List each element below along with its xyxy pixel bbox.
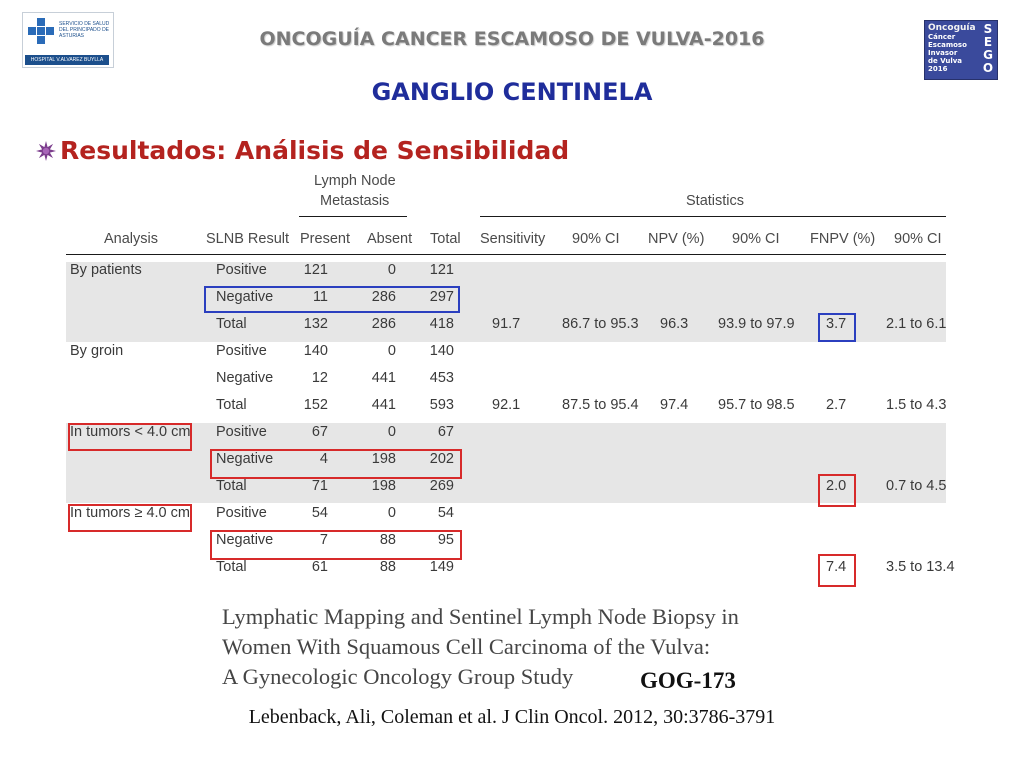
cell-slnb-result: Positive [216, 262, 267, 278]
cell-sensitivity: 92.1 [492, 397, 521, 413]
cell-fnpv: 3.7 [826, 316, 847, 332]
oncoguia-logo-text [928, 23, 980, 73]
cell-present: 132 [303, 316, 328, 332]
cell-absent: 286 [371, 316, 396, 332]
header-rule-lymph [299, 216, 407, 217]
cell-fnpv: 7.4 [826, 559, 847, 575]
cell-analysis: By patients [70, 262, 142, 278]
logo-line: de Vulva [928, 57, 963, 65]
cell-analysis: In tumors ≥ 4.0 cm [70, 505, 190, 521]
col-header-analysis: Analysis [104, 231, 158, 247]
cell-slnb-result: Positive [216, 343, 267, 359]
cell-total: 140 [429, 343, 454, 359]
cell-absent: 286 [371, 289, 396, 305]
cell-total: 593 [429, 397, 454, 413]
cell-ci-3: 0.7 to 4.5 [886, 478, 947, 494]
cell-npv: 97.4 [660, 397, 689, 413]
cell-present: 67 [311, 424, 328, 440]
cell-ci-3: 1.5 to 4.3 [886, 397, 947, 413]
col-header-absent: Absent [367, 231, 413, 247]
cell-slnb-result: Total [216, 316, 247, 332]
cell-total: 67 [437, 424, 454, 440]
cell-ci-2: 95.7 to 98.5 [718, 397, 795, 413]
cell-slnb-result: Negative [216, 451, 274, 467]
sensitivity-table [66, 170, 956, 590]
cell-slnb-result: Total [216, 397, 247, 413]
cell-present: 61 [311, 559, 328, 575]
group-header-lymph-2: Metastasis [320, 193, 390, 209]
cell-slnb-result: Positive [216, 505, 267, 521]
citation-title-line: A Gynecologic Oncology Group Study [222, 664, 574, 689]
row-band-small-tumors [66, 423, 946, 503]
logo-line: Escamoso [928, 41, 967, 49]
highlight-box-negative-small [210, 449, 462, 479]
cell-slnb-result: Total [216, 559, 247, 575]
col-header-ci-3: 90% CI [894, 231, 942, 247]
sunburst-bullet-icon [36, 141, 56, 161]
cell-slnb-result: Negative [216, 532, 274, 548]
cell-present: 11 [312, 289, 328, 305]
logo-line: Oncoguía [928, 23, 976, 33]
cell-present: 152 [303, 397, 328, 413]
logo-bar-text: HOSPITAL V.ALVAREZ BUYLLA [25, 55, 109, 65]
citation-title [222, 602, 842, 692]
group-header-statistics: Statistics [686, 193, 745, 209]
cell-total: 54 [437, 505, 454, 521]
col-header-ci-2: 90% CI [732, 231, 780, 247]
cell-absent: 88 [379, 532, 396, 548]
cell-absent: 0 [387, 424, 396, 440]
header-rule-stats [480, 216, 946, 217]
highlight-box-small-tumors-label [68, 423, 192, 451]
logo-line: 2016 [928, 65, 948, 73]
highlight-box-fnpv-large [818, 554, 856, 587]
cell-present: 71 [311, 478, 328, 494]
cell-fnpv: 2.7 [826, 397, 847, 413]
cell-total: 418 [429, 316, 454, 332]
cell-slnb-result: Negative [216, 370, 274, 386]
cell-total: 297 [429, 289, 454, 305]
cell-present: 54 [311, 505, 328, 521]
cell-total: 269 [429, 478, 454, 494]
cell-absent: 0 [387, 505, 396, 521]
cell-present: 121 [303, 262, 328, 278]
sego-letter: E [983, 35, 993, 49]
highlight-box-negative-patients [204, 286, 460, 313]
cell-present: 140 [303, 343, 328, 359]
cell-absent: 0 [387, 262, 396, 278]
cell-absent: 441 [371, 397, 396, 413]
group-header-lymph-1: Lymph Node [314, 173, 396, 189]
cell-total: 453 [429, 370, 454, 386]
col-header-npv: NPV (%) [648, 231, 705, 247]
cell-analysis: By groin [70, 343, 124, 359]
cell-ci-3: 2.1 to 6.1 [886, 316, 947, 332]
col-header-total: Total [430, 231, 461, 247]
sego-letter: G [983, 48, 993, 62]
reference-text: Lebenback, Ali, Coleman et al. J Clin Oncol. 2012, 30:3786-3791 [248, 706, 776, 728]
cell-analysis: In tumors < 4.0 cm [70, 424, 191, 440]
cell-ci-1: 86.7 to 95.3 [562, 316, 639, 332]
col-header-sensitivity: Sensitivity [480, 231, 546, 247]
sego-letters [981, 23, 995, 75]
cell-absent: 88 [379, 559, 396, 575]
cell-total: 149 [429, 559, 454, 575]
hospital-logo [22, 12, 114, 68]
cell-fnpv: 2.0 [826, 478, 847, 494]
bullet-text: Resultados: Análisis de Sensibilidad [60, 136, 570, 165]
highlight-box-large-tumors-label [68, 504, 192, 532]
cell-present: 4 [319, 451, 328, 467]
citation-title-line: Women With Squamous Cell Carcinoma of the Vulva: [222, 634, 711, 659]
highlight-box-negative-large [210, 530, 462, 560]
citation-title-line: Lymphatic Mapping and Sentinel Lymph Node Biopsy in [222, 604, 739, 629]
cell-total: 202 [429, 451, 454, 467]
highlight-box-fnpv-small [818, 474, 856, 507]
oncoguia-logo [924, 20, 998, 80]
cell-absent: 441 [371, 370, 396, 386]
cell-present: 12 [311, 370, 328, 386]
cross-logo-icon [27, 17, 55, 45]
logo-org-text: SERVICIO DE SALUD DEL PRINCIPADO DE ASTURIAS [59, 21, 110, 39]
sego-letter: S [983, 22, 993, 36]
cell-total: 95 [437, 532, 454, 548]
logo-line: Invasor [928, 49, 958, 57]
study-label: GOG-173 [640, 668, 736, 693]
cell-ci-3: 3.5 to 13.4 [886, 559, 955, 575]
header-rule-main [66, 254, 946, 255]
cell-npv: 96.3 [660, 316, 689, 332]
sego-letter: O [982, 61, 994, 75]
slide-header-title: ONCOGUÍA CANCER ESCAMOSO DE VULVA-2016 [259, 28, 765, 50]
cell-slnb-result: Negative [216, 289, 274, 305]
col-header-slnb-result: SLNB Result [206, 231, 290, 247]
cell-ci-1: 87.5 to 95.4 [562, 397, 639, 413]
col-header-present: Present [300, 231, 350, 247]
cell-absent: 198 [371, 478, 396, 494]
cell-sensitivity: 91.7 [492, 316, 521, 332]
col-header-fnpv: FNPV (%) [810, 231, 876, 247]
cell-absent: 198 [371, 451, 396, 467]
col-header-ci-1: 90% CI [572, 231, 620, 247]
cell-ci-2: 93.9 to 97.9 [718, 316, 795, 332]
cell-present: 7 [319, 532, 328, 548]
highlight-box-fnpv-patients [818, 313, 856, 342]
cell-slnb-result: Total [216, 478, 247, 494]
cell-slnb-result: Positive [216, 424, 267, 440]
logo-line: Cáncer [928, 33, 956, 41]
section-title: GANGLIO CENTINELA [371, 78, 653, 106]
cell-total: 121 [429, 262, 454, 278]
cell-absent: 0 [387, 343, 396, 359]
